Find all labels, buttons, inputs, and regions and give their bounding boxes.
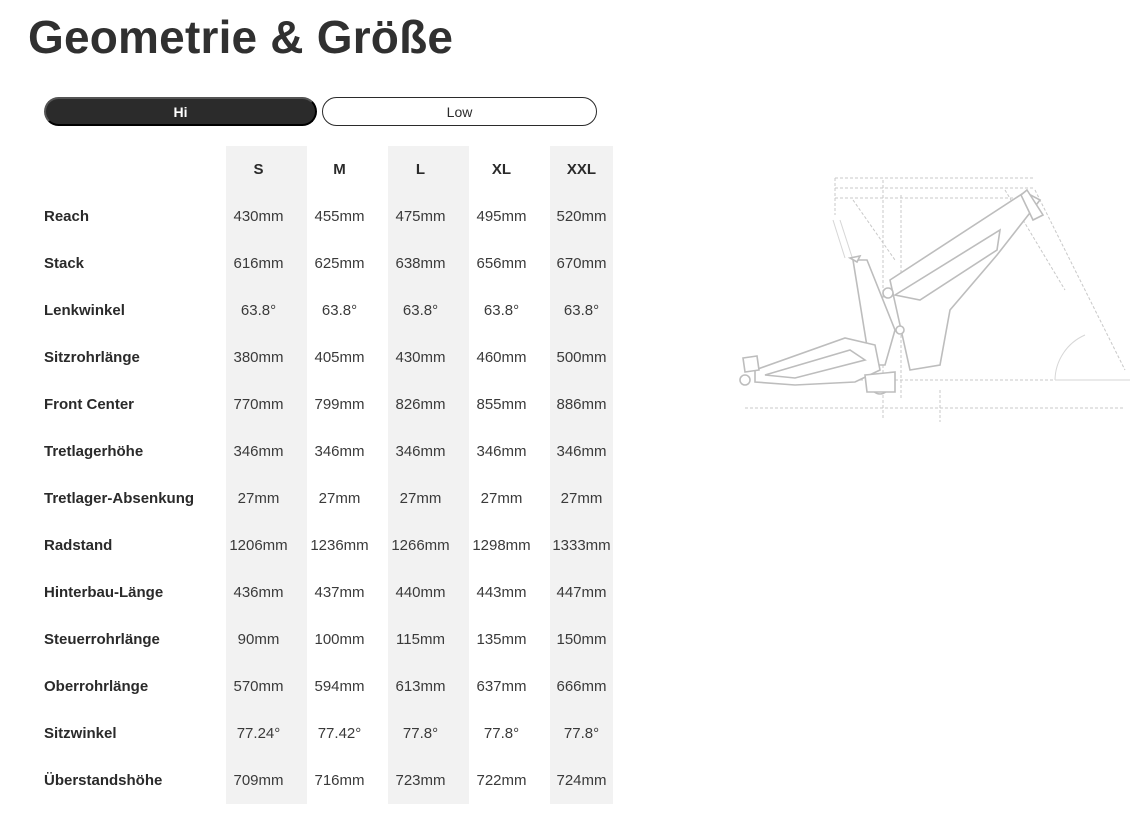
- size-header-l: L: [415, 161, 426, 178]
- table-cell: 63.8°: [563, 302, 600, 319]
- table-cell: 346mm: [314, 443, 365, 460]
- table-cell: 440mm: [395, 584, 446, 601]
- size-header-m: M: [333, 161, 346, 178]
- table-cell: 475mm: [395, 208, 446, 225]
- table-cell: 27mm: [480, 490, 523, 507]
- table-cell: 150mm: [556, 631, 607, 648]
- table-cell: 613mm: [395, 678, 446, 695]
- size-column-s-background: [226, 146, 307, 804]
- table-cell: 637mm: [476, 678, 527, 695]
- table-cell: 436mm: [233, 584, 284, 601]
- table-cell: 346mm: [556, 443, 607, 460]
- size-header-xl: XL: [491, 161, 512, 178]
- table-cell: 455mm: [314, 208, 365, 225]
- table-cell: 380mm: [233, 349, 284, 366]
- table-cell: 638mm: [395, 255, 446, 272]
- toggle-low-button[interactable]: Low: [322, 97, 597, 126]
- table-cell: 27mm: [237, 490, 280, 507]
- row-label: Tretlager-Absenkung: [44, 490, 195, 507]
- size-column-l-background: [388, 146, 469, 804]
- table-cell: 346mm: [476, 443, 527, 460]
- table-cell: 63.8°: [402, 302, 439, 319]
- table-cell: 115mm: [396, 631, 445, 648]
- table-cell: 460mm: [476, 349, 527, 366]
- row-label: Reach: [44, 208, 90, 225]
- table-cell: 616mm: [233, 255, 284, 272]
- table-cell: 27mm: [318, 490, 361, 507]
- table-cell: 1236mm: [310, 537, 369, 554]
- table-cell: 709mm: [233, 772, 284, 789]
- table-cell: 100mm: [314, 631, 365, 648]
- table-cell: 346mm: [395, 443, 446, 460]
- size-header-s: S: [253, 161, 264, 178]
- table-cell: 666mm: [556, 678, 607, 695]
- table-cell: 826mm: [395, 396, 446, 413]
- size-column-xxl-background: [550, 146, 613, 804]
- table-cell: 346mm: [233, 443, 284, 460]
- bike-frame-geometry-diagram: [735, 160, 1130, 430]
- row-label: Tretlagerhöhe: [44, 443, 144, 460]
- table-cell: 625mm: [314, 255, 365, 272]
- row-label: Front Center: [44, 396, 134, 413]
- table-cell: 447mm: [556, 584, 607, 601]
- table-cell: 724mm: [556, 772, 607, 789]
- row-label: Steuerrohrlänge: [44, 631, 160, 648]
- table-cell: 63.8°: [483, 302, 520, 319]
- row-label: Hinterbau-Länge: [44, 584, 164, 601]
- table-cell: 594mm: [314, 678, 365, 695]
- row-label: Radstand: [44, 537, 113, 554]
- table-cell: 670mm: [556, 255, 607, 272]
- table-cell: 63.8°: [240, 302, 277, 319]
- table-cell: 495mm: [476, 208, 527, 225]
- table-cell: 855mm: [476, 396, 527, 413]
- table-cell: 770mm: [233, 396, 284, 413]
- table-cell: 656mm: [476, 255, 527, 272]
- table-cell: 443mm: [476, 584, 527, 601]
- table-cell: 1298mm: [472, 537, 531, 554]
- table-cell: 437mm: [314, 584, 365, 601]
- row-label: Oberrohrlänge: [44, 678, 149, 695]
- table-cell: 722mm: [476, 772, 527, 789]
- table-cell: 500mm: [556, 349, 607, 366]
- table-cell: 430mm: [233, 208, 284, 225]
- table-cell: 723mm: [395, 772, 446, 789]
- table-cell: 90mm: [237, 631, 280, 648]
- table-cell: 886mm: [556, 396, 607, 413]
- table-cell: 77.24°: [236, 725, 281, 742]
- table-cell: 27mm: [560, 490, 603, 507]
- row-label: Überstandshöhe: [44, 772, 163, 789]
- table-cell: 520mm: [556, 208, 607, 225]
- table-cell: 27mm: [399, 490, 442, 507]
- toggle-hi-button[interactable]: Hi: [44, 97, 317, 126]
- row-label: Stack: [44, 255, 85, 272]
- table-cell: 405mm: [314, 349, 365, 366]
- row-label: Lenkwinkel: [44, 302, 125, 319]
- table-cell: 1206mm: [229, 537, 288, 554]
- table-cell: 799mm: [314, 396, 365, 413]
- size-header-xxl: XXL: [566, 161, 597, 178]
- table-cell: 77.42°: [317, 725, 362, 742]
- table-cell: 135mm: [476, 631, 527, 648]
- table-cell: 1333mm: [552, 537, 611, 554]
- table-cell: 63.8°: [321, 302, 358, 319]
- table-cell: 1266mm: [391, 537, 450, 554]
- table-cell: 716mm: [314, 772, 365, 789]
- row-label: Sitzwinkel: [44, 725, 117, 742]
- table-cell: 77.8°: [483, 725, 520, 742]
- table-cell: 570mm: [233, 678, 284, 695]
- table-cell: 430mm: [395, 349, 446, 366]
- table-cell: 77.8°: [402, 725, 439, 742]
- row-label: Sitzrohrlänge: [44, 349, 140, 366]
- page-title: Geometrie & Größe: [28, 11, 454, 63]
- table-cell: 77.8°: [563, 725, 600, 742]
